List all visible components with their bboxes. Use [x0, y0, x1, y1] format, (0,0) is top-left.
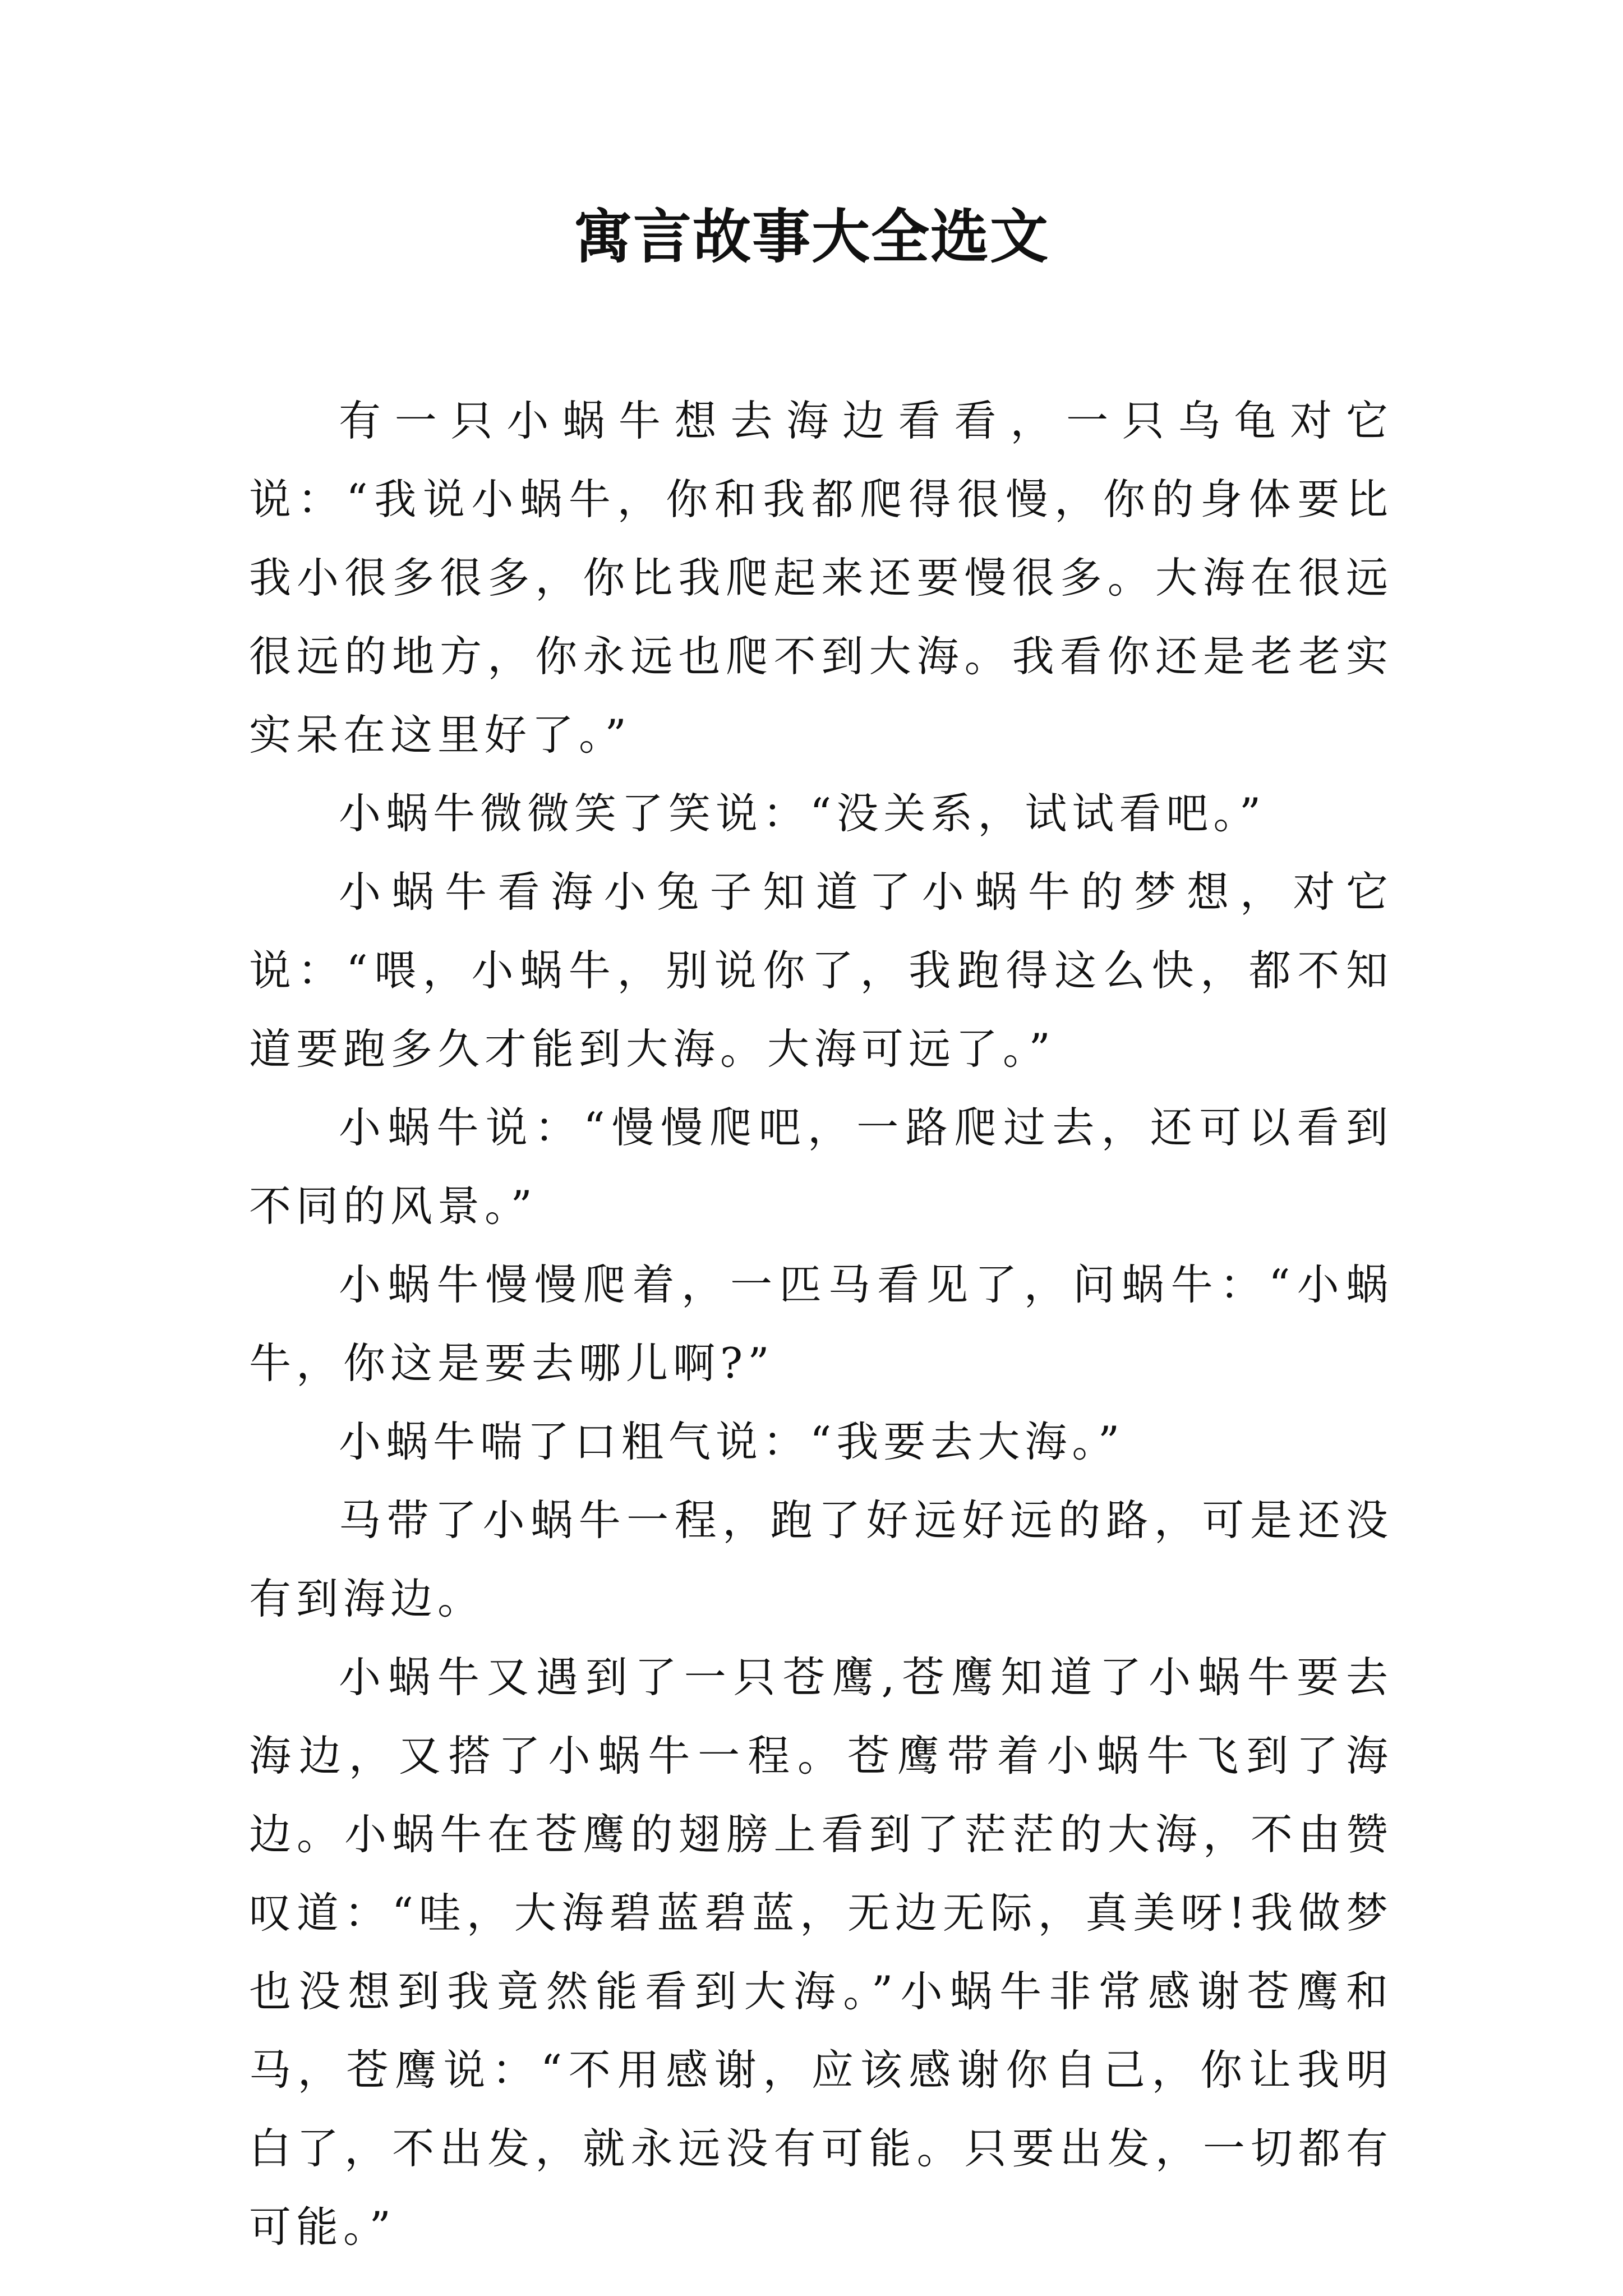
- paragraph: 小蜗牛说：“慢慢爬吧，一路爬过去，还可以看到不同的风景。”: [249, 1103, 1393, 1231]
- paragraph: 小蜗牛微微笑了笑说：“没关系，试试看吧。”: [339, 789, 1266, 838]
- paragraph: 小蜗牛看海小兔子知道了小蜗牛的梦想，对它说：“喂，小蜗牛，别说你了，我跑得这么快，都不知道要跑多久才能到大海。大海可远了。”: [249, 867, 1393, 1074]
- paragraph: 小蜗牛喘了口粗气说：“我要去大海。”: [339, 1417, 1125, 1466]
- paragraph: 马带了小蜗牛一程，跑了好远好远的路，可是还没有到海边。: [249, 1496, 1393, 1623]
- document-body: [249, 381, 1393, 2266]
- paragraph: 小蜗牛又遇到了一只苍鹰,苍鹰知道了小蜗牛要去海边，又搭了小蜗牛一程。苍鹰带着小蜗牛飞到了海边。小蜗牛在苍鹰的翅膀上看到了茫茫的大海，不由赞叹道：“哇，大海碧蓝碧蓝，无边无际，真美呀!我做梦也没想到我竟然能看到大海。”小蜗牛非常感谢苍鹰和马，苍鹰说：“不用感谢，应该感谢你自己，你让我明白了，不出发，就永远没有可能。只要出发，一切都有可能。”: [249, 1653, 1393, 2252]
- paragraph: 有一只小蜗牛想去海边看看，一只乌龟对它说：“我说小蜗牛，你和我都爬得很慢，你的身体要比我小很多很多，你比我爬起来还要慢很多。大海在很远很远的地方，你永远也爬不到大海。我看你还是老老实实呆在这里好了。”: [249, 396, 1393, 760]
- document-title: 寓言故事大全选文: [573, 202, 1049, 271]
- paragraph: 小蜗牛慢慢爬着，一匹马看见了，问蜗牛：“小蜗牛，你这是要去哪儿啊?”: [249, 1260, 1393, 1388]
